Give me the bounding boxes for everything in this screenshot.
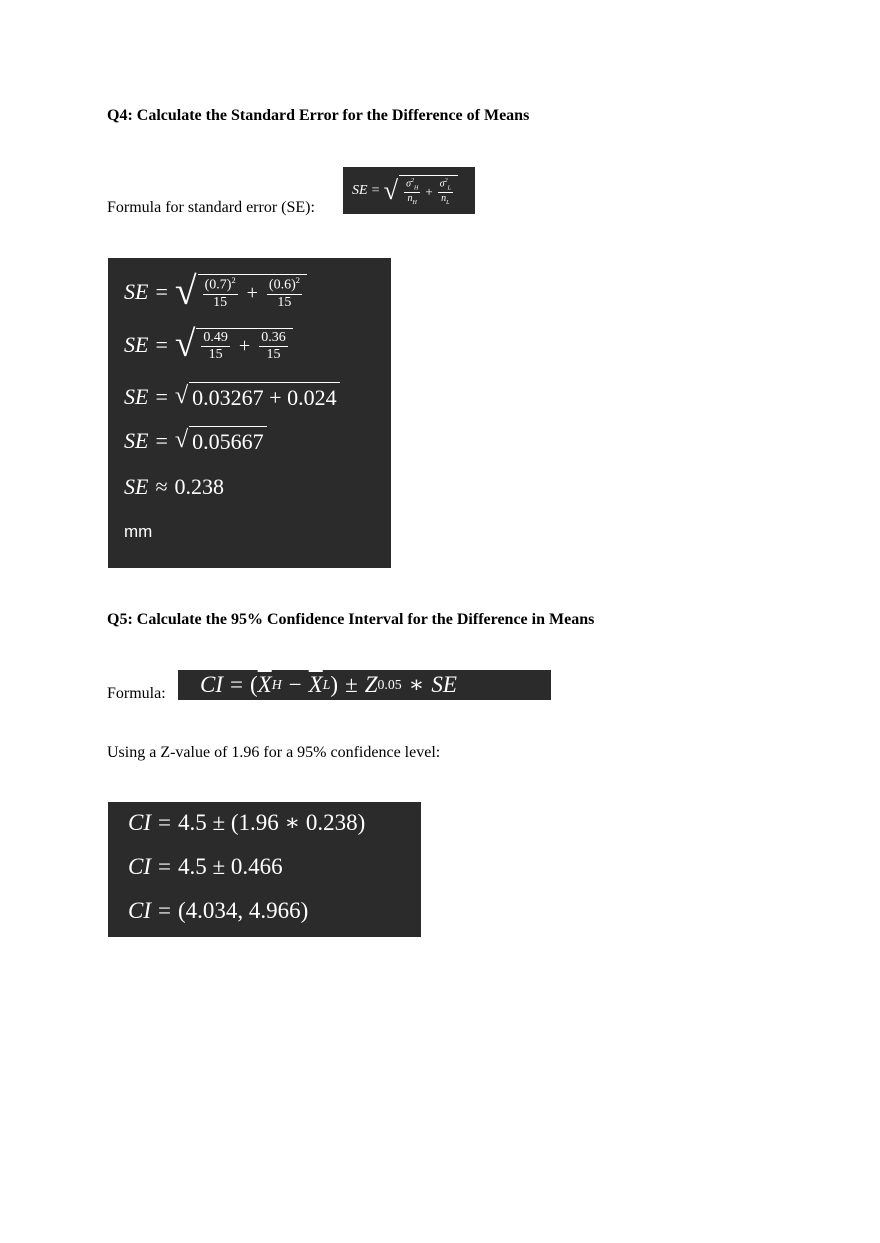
z-value-note: Using a Z-value of 1.96 for a 95% confidence level: (107, 744, 441, 761)
formula-frac-l: $\frac{\sigma^2_L}{n_L}$ (439, 178, 451, 207)
se-step-1: SE = √ $\frac{(0.7)^2}{15}$ + $\frac{(0.6)^2}{15}$ (124, 272, 307, 312)
se-formula (352, 175, 458, 206)
se-step-5: SE ≈ 0.238 (124, 474, 225, 499)
formula-lhs: SE (352, 182, 368, 198)
se-step-4: SE = √ 0.05667 (124, 426, 267, 455)
q5-formula-image (178, 670, 551, 700)
ci-formula: CI = ( $\overline{X}$ H − $\overline{X}$ L ) ± Z 0.05 ∗ SE (200, 672, 457, 697)
q5-heading: Q5: Calculate the 95% Confidence Interval for the Difference in Means (107, 611, 595, 628)
se-unit: mm (124, 522, 153, 541)
ci-step-2: CI = 4.5 ± 0.466 (128, 854, 283, 879)
se-step-3: SE = √ 0.03267 + 0.024 (124, 382, 340, 411)
formula-frac-h: $\frac{\sigma^2_H}{n_H}$ (406, 178, 419, 207)
ci-step-3: CI = (4.034, 4.966) (128, 898, 309, 923)
formula-sqrt: √ $\frac{\sigma^2_H}{n_H}$ + $\frac{\sigma^2_L}{n_L}$ (383, 175, 458, 206)
q5-formula-label: Formula: (107, 685, 166, 702)
q4-formula-image (343, 167, 475, 214)
q4-heading: Q4: Calculate the Standard Error for the Difference of Means (107, 107, 530, 124)
ci-step-1: CI = 4.5 ± (1.96 ∗ 0.238) (128, 810, 366, 835)
formula-eq: = (371, 182, 380, 198)
q5-steps-image (108, 802, 421, 937)
q4-steps-image (108, 258, 391, 568)
se-step-2: SE = √ $\frac{0.49}{15}$ + $\frac{0.36}{15}$ (124, 326, 293, 363)
q4-formula-label: Formula for standard error (SE): (107, 199, 315, 216)
